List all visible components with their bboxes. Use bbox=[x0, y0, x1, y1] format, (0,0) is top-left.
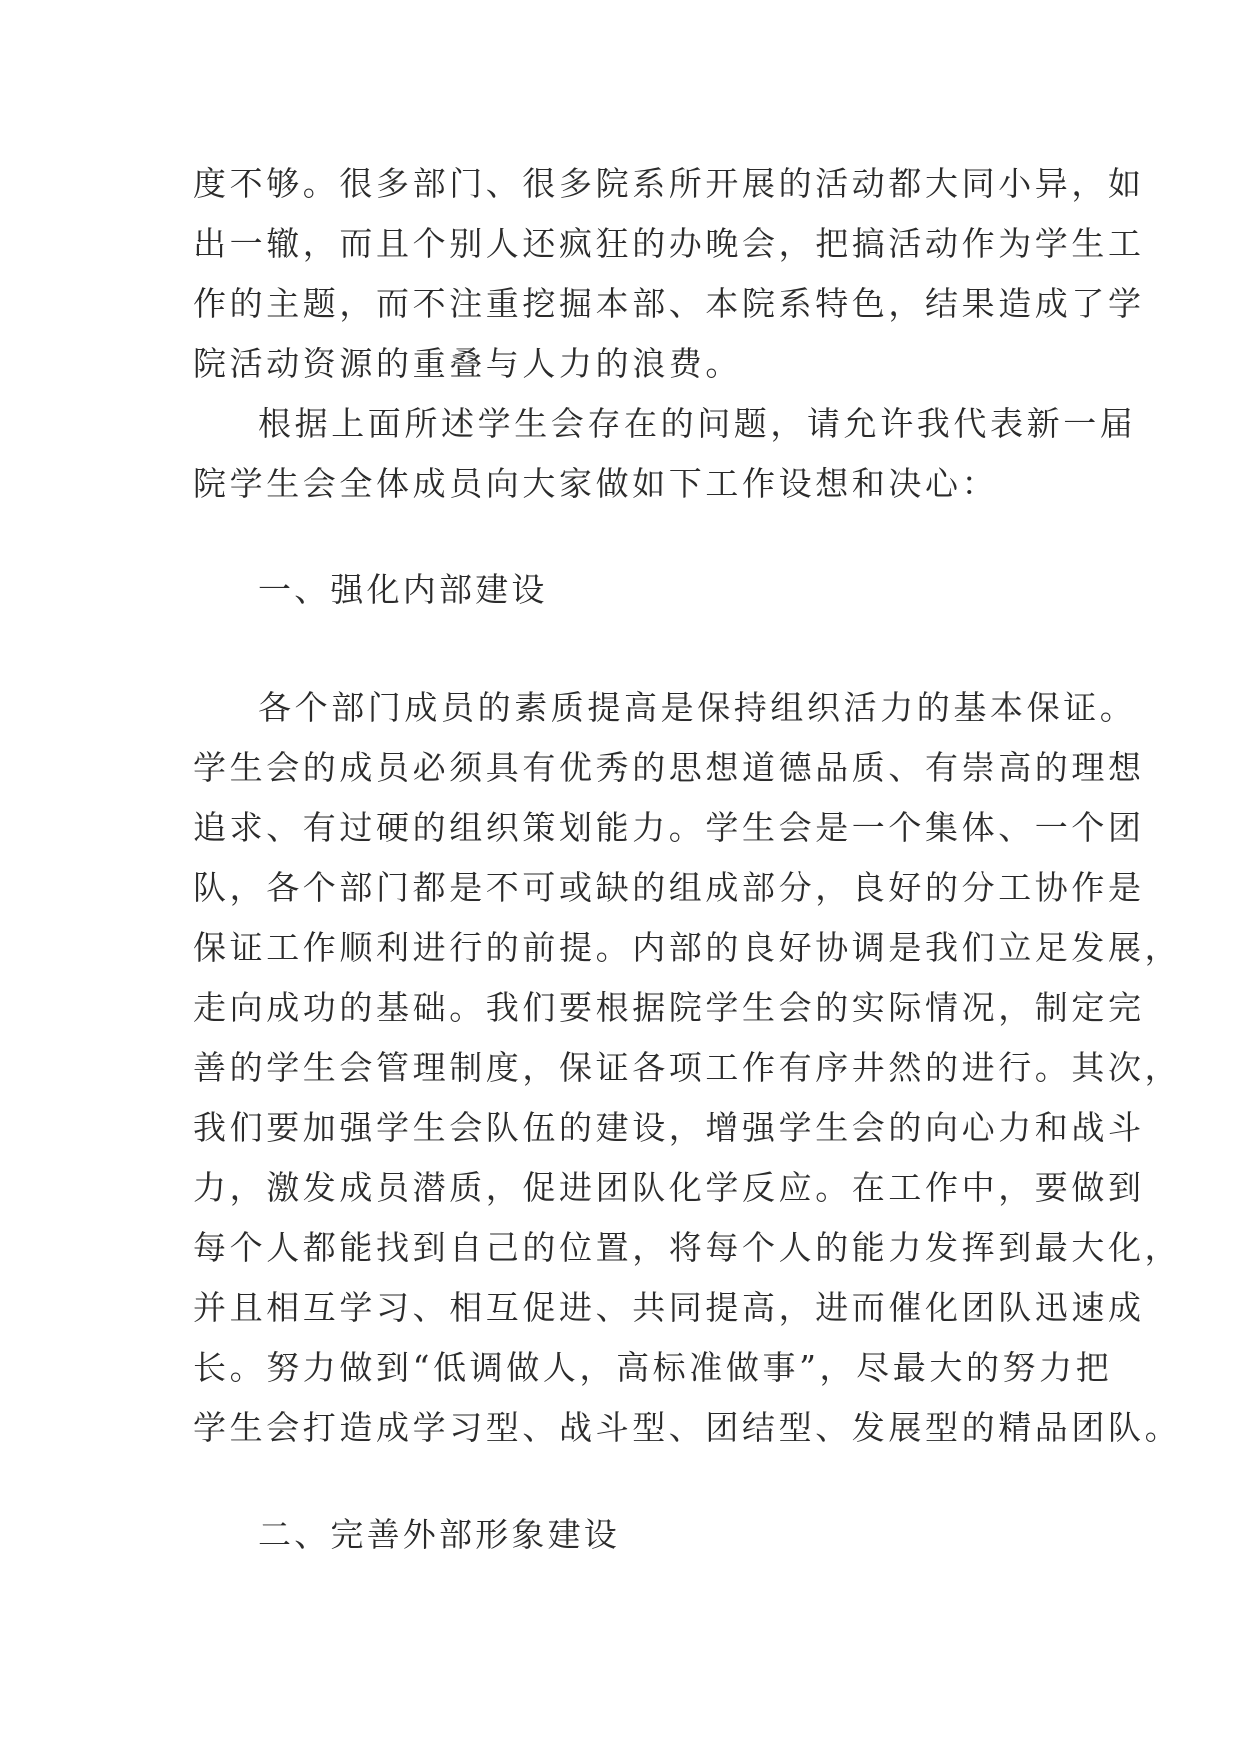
paragraph-line: 各个部门成员的素质提高是保持组织活力的基本保证。 bbox=[258, 688, 1137, 727]
paragraph-line: 走向成功的基础。我们要根据院学生会的实际情况，制定完 bbox=[193, 988, 1145, 1027]
paragraph-line: 院学生会全体成员向大家做如下工作设想和决心： bbox=[193, 464, 999, 503]
paragraph-line: 学生会的成员必须具有优秀的思想道德品质、有崇高的理想 bbox=[193, 748, 1145, 787]
paragraph-line: 保证工作顺利进行的前提。内部的良好协调是我们立足发展， bbox=[193, 928, 1182, 967]
paragraph-line: 我们要加强学生会队伍的建设，增强学生会的向心力和战斗 bbox=[193, 1108, 1145, 1147]
paragraph-line: 追求、有过硬的组织策划能力。学生会是一个集体、一个团 bbox=[193, 808, 1145, 847]
paragraph-line: 根据上面所述学生会存在的问题，请允许我代表新一届 bbox=[258, 404, 1137, 443]
paragraph-line: 队，各个部门都是不可或缺的组成部分，良好的分工协作是 bbox=[193, 868, 1145, 907]
section-heading-2: 二、完善外部形象建设 bbox=[258, 1515, 620, 1554]
paragraph-line: 每个人都能找到自己的位置，将每个人的能力发挥到最大化， bbox=[193, 1228, 1182, 1267]
paragraph-line: 长。努力做到“低调做人，高标准做事”，尽最大的努力把 bbox=[193, 1348, 1113, 1387]
paragraph-line: 作的主题，而不注重挖掘本部、本院系特色，结果造成了学 bbox=[193, 284, 1145, 323]
paragraph-line: 并且相互学习、相互促进、共同提高，进而催化团队迅速成 bbox=[193, 1288, 1145, 1327]
section-heading-1: 一、强化内部建设 bbox=[258, 570, 548, 609]
paragraph-line: 出一辙，而且个别人还疯狂的办晚会，把搞活动作为学生工 bbox=[193, 224, 1145, 263]
paragraph-line: 学生会打造成学习型、战斗型、团结型、发展型的精品团队。 bbox=[193, 1408, 1182, 1447]
paragraph-line: 度不够。很多部门、很多院系所开展的活动都大同小异，如 bbox=[193, 164, 1145, 203]
paragraph-line: 善的学生会管理制度，保证各项工作有序井然的进行。其次， bbox=[193, 1048, 1182, 1087]
paragraph-line: 力，激发成员潜质，促进团队化学反应。在工作中，要做到 bbox=[193, 1168, 1145, 1207]
paragraph-line: 院活动资源的重叠与人力的浪费。 bbox=[193, 344, 742, 383]
